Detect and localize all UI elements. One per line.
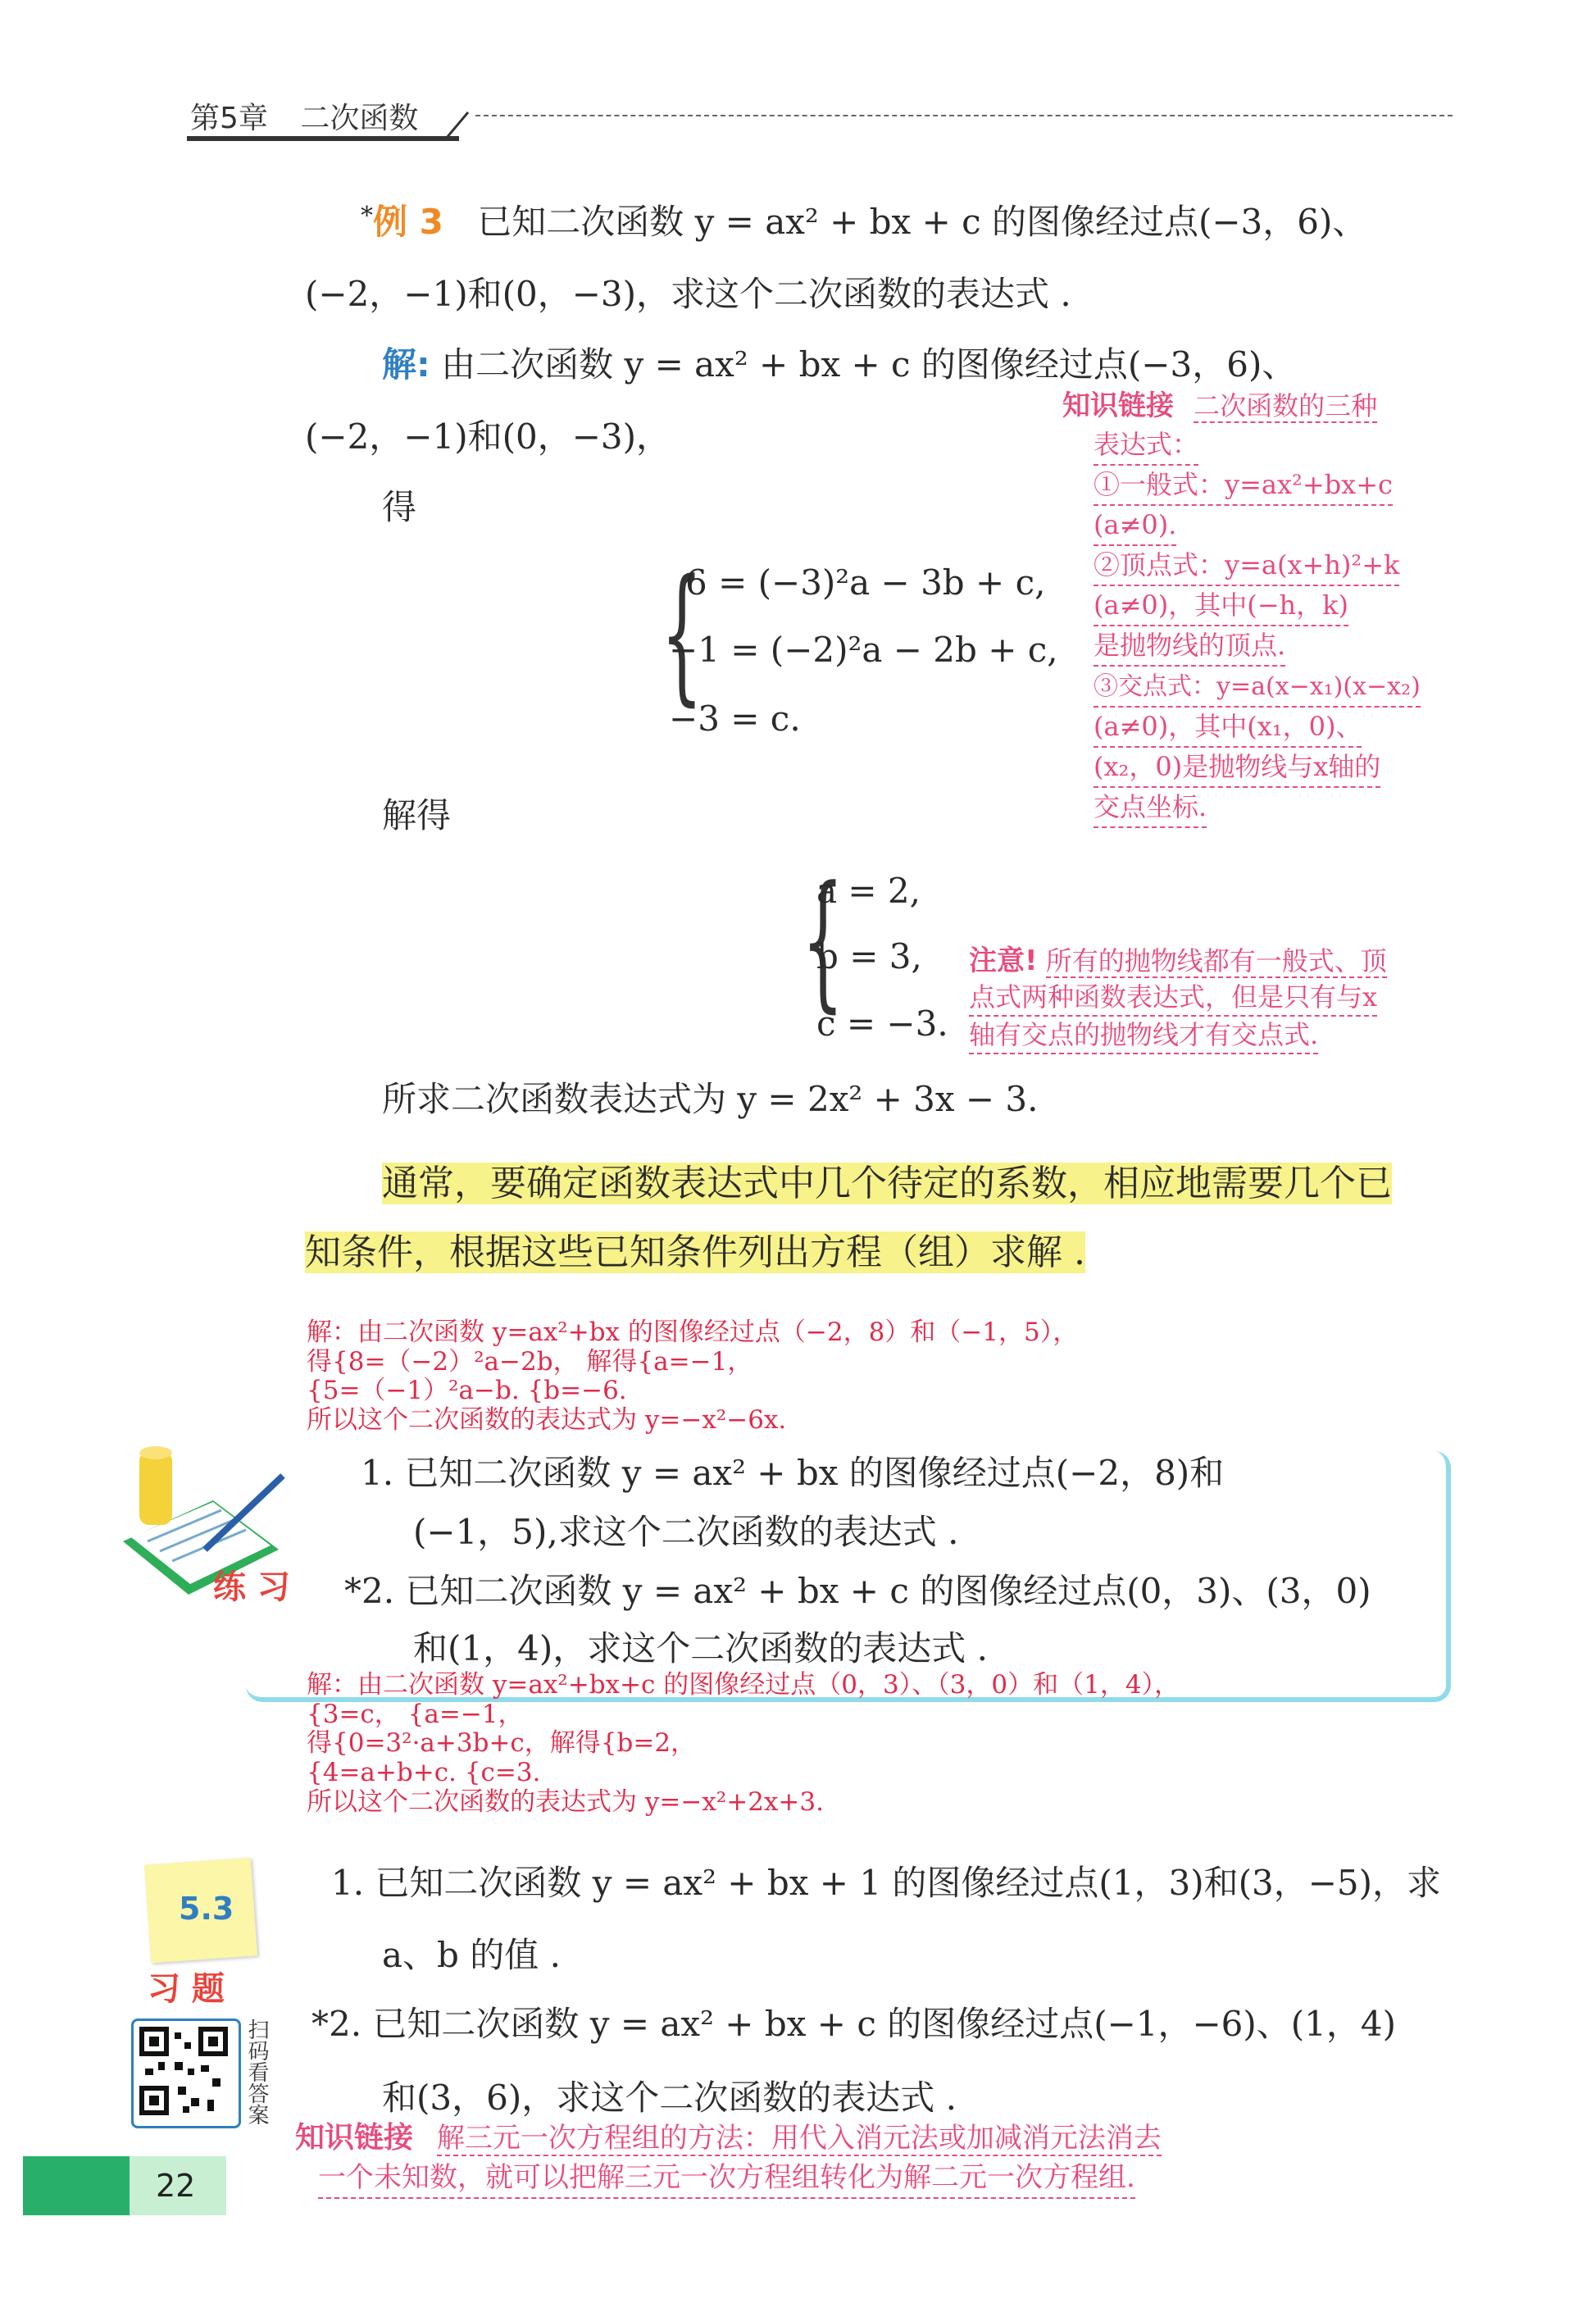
answer-2	[307, 1671, 1180, 1817]
answer-1-line-3: 所以这个二次函数的表达式为 y=−x²−6x.	[307, 1404, 787, 1435]
answer-2-line-2: 得{0=3²·a+3b+c，解得{b=2，	[307, 1728, 697, 1759]
kl1-line-5: (a≠0)，其中(−h，k)	[1094, 586, 1348, 626]
result-brace: {	[802, 855, 844, 1026]
answer-1-line-1: 得{8=（−2）²a−2b， 解得{a=−1，	[307, 1346, 753, 1377]
chapter-header	[190, 95, 418, 137]
system-brace: {	[661, 548, 703, 720]
attention-label: 注意!	[969, 944, 1038, 977]
knowledge-link-1	[1062, 387, 1472, 828]
summary-line-1	[382, 1163, 1392, 1206]
example-question-line-1: 已知二次函数 y = ax² + bx + c 的图像经过点(−3，6)、	[477, 202, 1367, 242]
kl1-line-3: (a≠0).	[1094, 506, 1176, 546]
attention-line-1: 点式两种函数表达式，但是只有与x	[969, 979, 1377, 1017]
knowledge-link-1-label: 知识链接	[1062, 389, 1174, 422]
solution-line-1	[382, 344, 1296, 385]
jiede-word: 解得	[382, 795, 452, 835]
answer-1	[307, 1318, 1078, 1436]
answer-2-line-0: 解：由二次函数 y=ax²+bx+c 的图像经过点（0，3）、（3，0）和（1，4），	[307, 1670, 1180, 1700]
answer-2-line-4: 所以这个二次函数的表达式为 y=−x²+2x+3.	[307, 1786, 824, 1817]
header-slash	[445, 112, 469, 139]
kl1-line-9: (x₂，0)是抛物线与x轴的	[1094, 748, 1380, 788]
example-question-line-2: (−2，−1)和(0，−3)，求这个二次函数的表达式 .	[305, 274, 1071, 314]
answer-1-line-0: 解：由二次函数 y=ax²+bx 的图像经过点（−2，8）和（−1，5），	[307, 1318, 1079, 1347]
practice-q1-line-2: (−1，5),求这个二次函数的表达式 .	[413, 1512, 959, 1552]
chapter-number: 第5章	[190, 102, 268, 135]
solution-label: 解:	[382, 344, 430, 385]
kl2-line-0: 解三元一次方程组的方法：用代入消元法或加减消元法消去	[436, 2122, 1162, 2155]
result-a: a = 2,	[816, 871, 921, 911]
exercise-q2-line-2: 和(3，6)，求这个二次函数的表达式 .	[382, 2078, 957, 2118]
practice-q1-line-1: 1. 已知二次函数 y = ax² + bx 的图像经过点(−2，8)和	[361, 1453, 1225, 1493]
kl1-line-1: 表达式：	[1094, 426, 1198, 466]
system-eq-1: 6 = (−3)²a − 3b + c,	[685, 562, 1046, 603]
qr-caption: 扫码看答案	[244, 2019, 269, 2125]
header-underline	[187, 136, 459, 141]
practice-label: 练 习	[213, 1568, 290, 1606]
exercise-label: 习 题	[148, 1970, 225, 2008]
exercise-q1-line-1: 1. 已知二次函数 y = ax² + bx + 1 的图像经过点(1，3)和(3，−5)，求	[331, 1863, 1442, 1903]
exercise-q2-line-1: *2. 已知二次函数 y = ax² + bx + c 的图像经过点(−1，−6)、(1，4)	[311, 2004, 1397, 2044]
system-eq-2: −1 = (−2)²a − 2b + c,	[669, 630, 1058, 670]
attention-line-0: 所有的抛物线都有一般式、顶	[1045, 945, 1387, 976]
attention-line-2: 轴有交点的抛物线才有交点式.	[969, 1017, 1318, 1054]
chapter-title: 二次函数	[300, 102, 419, 135]
kl1-line-10: 交点坐标.	[1094, 788, 1207, 828]
answer-2-line-3: {4=a+b+c. {c=3.	[307, 1757, 541, 1787]
answer-2-line-1: {3=c， {a=−1，	[307, 1699, 524, 1729]
kl1-line-0: 二次函数的三种	[1194, 390, 1378, 421]
solution-line-2: (−2，−1)和(0，−3)，	[305, 416, 671, 457]
knowledge-link-2-label: 知识链接	[295, 2121, 414, 2155]
conclusion: 所求二次函数表达式为 y = 2x² + 3x − 3.	[382, 1079, 1039, 1119]
example-line-1: *例 3 已知二次函数 y = ax² + bx + c 的图像经过点(−3，6)、	[361, 202, 1367, 242]
page-number: 22	[156, 2168, 196, 2204]
summary-text-2: 知条件，根据这些已知条件列出方程（组）求解 .	[305, 1231, 1085, 1273]
solution-text-1: 由二次函数 y = ax² + bx + c 的图像经过点(−3，6)、	[441, 344, 1297, 385]
summary-text-1: 通常，要确定函数表达式中几个待定的系数，相应地需要几个已	[382, 1163, 1392, 1204]
footer-bar	[23, 2156, 130, 2215]
de-word: 得	[382, 487, 417, 527]
header-dash-line	[475, 115, 1453, 116]
qr-code[interactable]	[131, 2019, 241, 2128]
kl1-line-8: (a≠0)，其中(x₁，0)、	[1094, 708, 1362, 748]
result-c: c = −3.	[816, 1004, 948, 1044]
exercise-q1-line-2: a、b 的值 .	[382, 1935, 561, 1975]
kl1-line-4: ②顶点式：y=a(x+h)²+k	[1094, 546, 1399, 586]
kl1-line-6: 是抛物线的顶点.	[1094, 626, 1285, 667]
example-label: 例 3	[373, 202, 443, 242]
summary-line-2	[305, 1231, 1085, 1275]
system-eq-3: −3 = c.	[669, 699, 801, 739]
kl1-line-2: ①一般式：y=ax²+bx+c	[1094, 466, 1393, 506]
result-b: b = 3,	[816, 936, 922, 976]
kl1-line-7: ③交点式：y=a(x−x₁)(x−x₂)	[1094, 667, 1421, 708]
attention-note	[969, 943, 1477, 1054]
kl2-line-1: 一个未知数，就可以把解三元一次方程组转化为解二元一次方程组.	[318, 2158, 1135, 2199]
exercise-number: 5.3	[179, 1891, 234, 1927]
practice-q2-line-2: 和(1，4)，求这个二次函数的表达式 .	[413, 1628, 988, 1668]
practice-q2-line-1: *2. 已知二次函数 y = ax² + bx + c 的图像经过点(0，3)、(3，0)	[344, 1571, 1371, 1611]
knowledge-link-2	[295, 2119, 1162, 2199]
answer-1-line-2: {5=（−1）²a−b. {b=−6.	[307, 1376, 627, 1406]
